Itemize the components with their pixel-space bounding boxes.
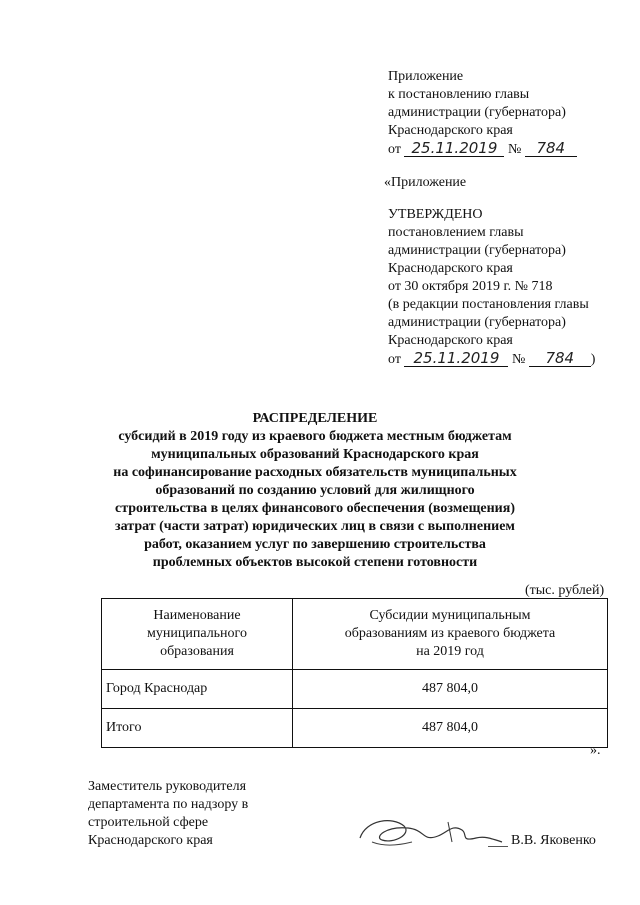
approved-line-4: от 30 октября 2019 г. № 718 — [388, 279, 553, 294]
document-title: РАСПРЕДЕЛЕНИЕ — [252, 411, 378, 426]
heading-line-2: муниципальных образований Краснодарского края — [151, 447, 479, 462]
table-header-row — [102, 599, 608, 670]
number-sign: № — [511, 352, 526, 367]
handwritten-date: 25.11.2019 — [404, 350, 508, 367]
approved-line-7: Краснодарского края — [388, 333, 513, 348]
municipality-name: Город Краснодар — [102, 670, 293, 709]
signer-position-line-4: Краснодарского края — [88, 833, 213, 848]
signer-position-line-1: Заместитель руководителя — [88, 779, 247, 794]
appendix-top-line-1: Приложение — [388, 69, 464, 84]
header-municipality: Наименование муниципального образования — [102, 599, 293, 670]
approved-line-2: администрации (губернатора) — [388, 243, 566, 258]
approved-line-6: администрации (губернатора) — [388, 315, 566, 330]
handwritten-number: 784 — [525, 140, 577, 157]
handwritten-number: 784 — [529, 350, 591, 367]
approved-date-line — [388, 350, 595, 369]
table-row — [102, 670, 608, 709]
heading-line-7: работ, оказанием услуг по завершению строительства — [144, 537, 486, 552]
heading-line-4: образований по созданию условий для жилищного — [155, 483, 475, 498]
table-total-row — [102, 709, 608, 748]
close-paren: ) — [590, 352, 596, 367]
appendix-top-line-4: Краснодарского края — [388, 123, 513, 138]
heading-line-5: строительства в целях финансового обеспечения (возмещения) — [115, 501, 515, 516]
header-subsidies: Субсидии муниципальным образованиям из краевого бюджета на 2019 год — [293, 599, 608, 670]
distribution-table — [101, 598, 608, 748]
heading-line-6: затрат (части затрат) юридических лиц в связи с выполнением — [115, 519, 515, 534]
from-prefix: от — [388, 142, 401, 157]
appendix-top-line-3: администрации (губернатора) — [388, 105, 566, 120]
heading-line-3: на софинансирование расходных обязательств муниципальных — [113, 465, 517, 480]
signature-line — [488, 846, 508, 847]
total-value: 487 804,0 — [293, 709, 608, 748]
signer-name: В.В. Яковенко — [511, 833, 596, 848]
approved-line-1: постановлением главы — [388, 225, 524, 240]
number-sign: № — [507, 142, 522, 157]
appendix-label: «Приложение — [384, 175, 467, 190]
signer-position-line-2: департамента по надзору в — [88, 797, 249, 812]
units-label: (тыс. рублей) — [525, 583, 605, 598]
appendix-top-date-line — [388, 140, 577, 159]
total-label: Итого — [102, 709, 293, 748]
signer-position-line-3: строительной сфере — [88, 815, 209, 830]
approved-line-3: Краснодарского края — [388, 261, 513, 276]
approved-title: УТВЕРЖДЕНО — [388, 207, 483, 222]
handwritten-date: 25.11.2019 — [404, 140, 504, 157]
approved-line-5: (в редакции постановления главы — [388, 297, 589, 312]
closing-quote: ». — [590, 743, 601, 758]
heading-line-1: субсидий в 2019 году из краевого бюджета местным бюджетам — [118, 429, 512, 444]
appendix-top-line-2: к постановлению главы — [388, 87, 530, 102]
subsidy-value: 487 804,0 — [293, 670, 608, 709]
heading-line-8: проблемных объектов высокой степени готовности — [152, 555, 478, 570]
from-prefix: от — [388, 352, 401, 367]
